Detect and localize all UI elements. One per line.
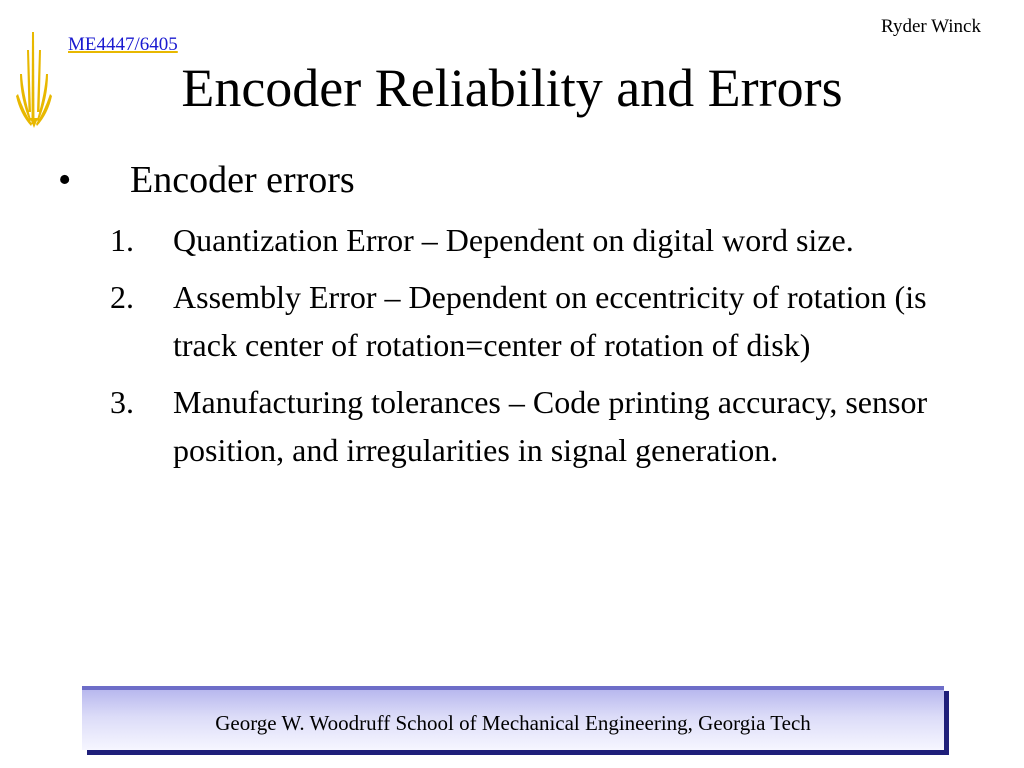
list-item-text: Assembly Error – Dependent on eccentricity of rotation (is track center of rotation=center of rotation of disk) bbox=[173, 279, 927, 363]
slide-title: Encoder Reliability and Errors bbox=[181, 58, 843, 118]
footer-text: George W. Woodruff School of Mechanical Engineering, Georgia Tech bbox=[215, 711, 811, 735]
list-item bbox=[110, 273, 950, 369]
list-item-text: Manufacturing tolerances – Code printing accuracy, sensor position, and irregularities in signal generation. bbox=[173, 384, 928, 468]
course-code: ME4447/6405 bbox=[68, 34, 178, 55]
bullet-text: Encoder errors bbox=[130, 159, 355, 201]
list-item bbox=[110, 378, 950, 474]
list-item-number: 2. bbox=[110, 279, 134, 315]
list-item bbox=[110, 216, 950, 264]
list-item-text: Quantization Error – Dependent on digital word size. bbox=[173, 222, 854, 258]
numbered-list bbox=[110, 216, 950, 483]
author-name: Ryder Winck bbox=[881, 16, 981, 37]
list-item-number: 1. bbox=[110, 222, 134, 258]
footer-banner bbox=[82, 686, 944, 750]
bullet-symbol: • bbox=[58, 159, 72, 201]
list-item-number: 3. bbox=[110, 384, 134, 420]
